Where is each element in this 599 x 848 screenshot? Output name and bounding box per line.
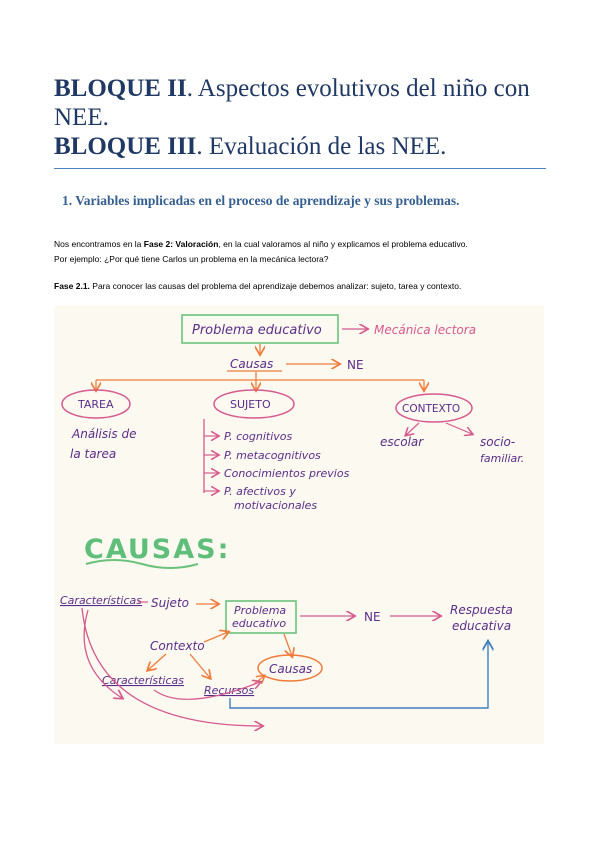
section-heading: 1. Variables implicadas en el proceso de aprendizaje y sus problemas. — [62, 193, 460, 208]
respuesta-line1: Respuesta — [450, 603, 513, 617]
ne-label-2: NE — [364, 610, 381, 624]
sujeto-item-2: P. metacognitivos — [224, 449, 321, 462]
para1-line2: Por ejemplo: ¿Por qué tiene Carlos un problema en la mecánica lectora? — [54, 254, 329, 264]
caracteristicas-2: Características — [102, 674, 185, 687]
para2-bold: Fase 2.1. — [54, 281, 90, 291]
para1-bold: Fase 2: Valoración — [143, 239, 219, 249]
diagram-svg — [54, 306, 544, 744]
contexto2-to-car2 — [148, 654, 166, 670]
escolar-label: escolar — [380, 435, 424, 449]
contexto2-label: Contexto — [150, 639, 205, 653]
tarea-label: TAREA — [78, 398, 114, 411]
problema2-to-causas — [284, 634, 292, 656]
sujeto-item-4: P. afectivos y — [224, 485, 296, 498]
contexto-arrow-2 — [446, 423, 472, 434]
tarea-item-1: Análisis de — [72, 427, 137, 441]
document-title — [54, 74, 554, 161]
top-problema-label: Problema educativo — [192, 323, 322, 338]
para1-post: , en la cual valoramos al niño y explicamos el problema educativo. — [218, 239, 468, 249]
title-rule — [54, 168, 546, 169]
contexto2-to-recursos — [190, 654, 210, 678]
para2-text: Para conocer las causas del problema del aprendizaje debemos analizar: sujeto, tarea y contexto. — [89, 281, 462, 291]
tarea-item-2: la tarea — [70, 447, 117, 461]
contexto-arrow-1 — [406, 423, 419, 435]
handwritten-diagram-photo — [54, 306, 544, 744]
sujeto-item-1: P. cognitivos — [224, 430, 293, 443]
ne-label-1: NE — [347, 358, 364, 372]
sujeto-item-5: motivacionales — [234, 499, 318, 512]
causas2-label: Causas — [269, 662, 313, 676]
sujeto-label: SUJETO — [230, 398, 271, 411]
para1-pre: Nos encontramos en la — [54, 239, 144, 249]
title-line2-rest: . Evaluación de las NEE. — [196, 133, 447, 160]
paragraph-valoracion — [54, 237, 468, 267]
paragraph-fase21 — [54, 279, 461, 294]
problema2-line1: Problema — [234, 604, 287, 617]
sujeto-item-3: Conocimientos previos — [224, 467, 350, 480]
title-line2-bold: BLOQUE III — [54, 133, 197, 160]
causas-label: Causas — [230, 357, 274, 371]
caracteristicas-1: Características — [60, 594, 143, 607]
top-example-label: Mecánica lectora — [374, 323, 477, 337]
sujeto2-label: Sujeto — [151, 596, 189, 610]
respuesta-line2: educativa — [452, 619, 512, 633]
problema2-line2: educativo — [232, 617, 287, 630]
title-line1-bold: BLOQUE II — [54, 75, 187, 102]
causas-title: CAUSAS: — [84, 534, 231, 565]
socio-label-2: familiar. — [480, 452, 525, 465]
socio-label-1: socio- — [480, 435, 516, 449]
title-line1-rest: . Aspectos evolutivos del niño con NEE. — [54, 75, 530, 131]
contexto-label: CONTEXTO — [402, 403, 461, 415]
recursos-label: Recursos — [204, 684, 255, 697]
contexto2-arrow-problema — [204, 632, 228, 642]
